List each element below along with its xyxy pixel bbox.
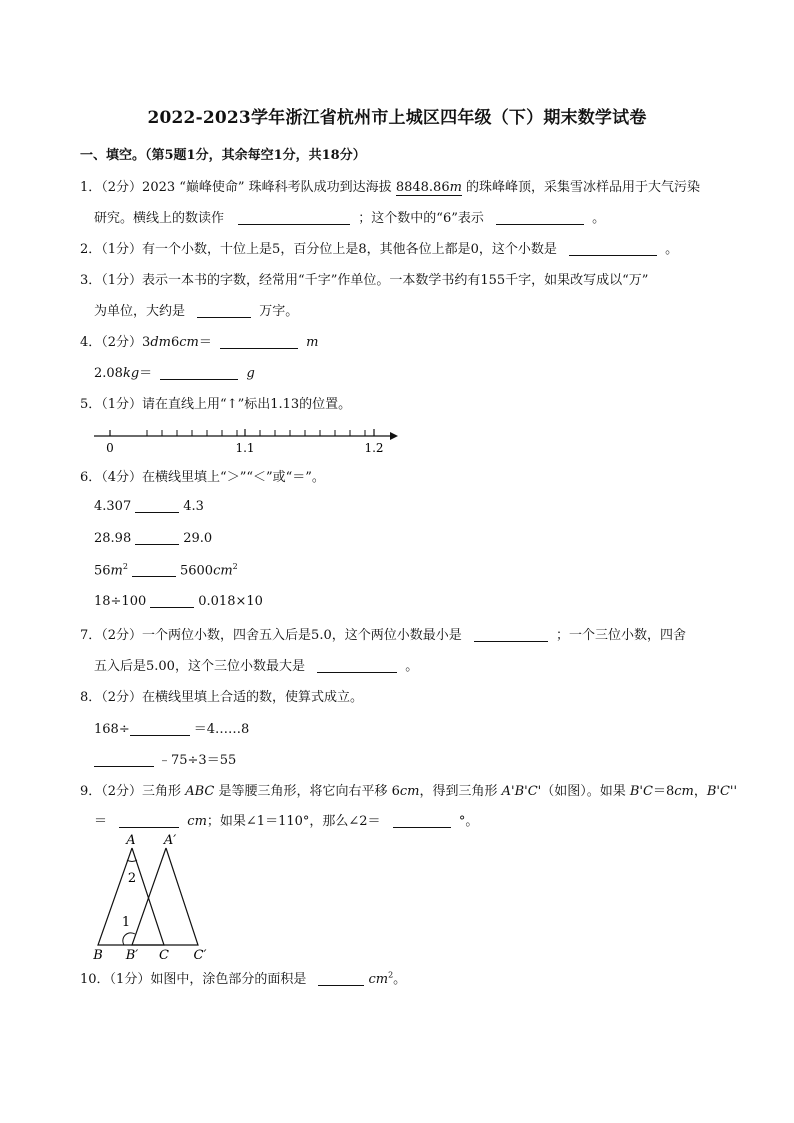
label-C-prime: C′ (193, 948, 207, 962)
section-heading: 一、填空。（第5题1分，其余每空1分，共18分） (80, 148, 366, 163)
tick-label-1-1: 1.1 (235, 441, 255, 455)
label-B-prime: B′ (125, 948, 139, 962)
q8-text: 8．（2分）在横线里填上合适的数，使算式成立。 (80, 690, 364, 705)
q9-answer-blank-2[interactable] (393, 813, 451, 828)
tick-label-0: 0 (106, 441, 114, 455)
q3-label: 为单位，大约是 (94, 304, 186, 319)
q9-answer-blank-1[interactable] (119, 813, 179, 828)
page-title: 2022-2023学年浙江省杭州市上城区四年级（下）期末数学试卷 (147, 108, 647, 128)
question-7-line-2 (94, 655, 418, 674)
question-1-line-1 (80, 176, 700, 195)
q6-row-4: 18÷100 0.018×10 (94, 594, 263, 609)
q1-read-label: 研究。横线上的数读作 (94, 211, 225, 226)
q2-answer-blank[interactable] (569, 241, 657, 256)
q8-blank-2[interactable] (94, 752, 154, 767)
q6-blank-2[interactable] (135, 530, 179, 545)
q2-end: 。 (665, 242, 679, 257)
q5-text: 5．（1分）请在直线上用“↑”标出1.13的位置。 (80, 397, 352, 412)
q1-answer-blank-1[interactable] (238, 210, 350, 225)
q6-row-1: 4.307 4.3 (94, 499, 204, 514)
q6-blank-4[interactable] (150, 593, 194, 608)
number-line[interactable] (90, 424, 400, 458)
question-8 (80, 686, 363, 705)
q7-end: 。 (405, 659, 419, 674)
q8-row-1: 168÷ ＝4……8 (94, 722, 250, 737)
label-B: B (93, 948, 103, 962)
q4-unit-g: g (246, 366, 255, 381)
q1-text: 1．（2分）2023 “巅峰使命” 珠峰科考队成功到达海拔 (80, 180, 396, 195)
question-4-line-2: 2.08kg＝ g (94, 366, 255, 381)
q6-row-3: $56m^2$ $5600cm^2$ (94, 562, 238, 579)
triangle-figure (88, 830, 218, 962)
q10-text: 10．（1分）如图中，涂色部分的面积是 (80, 972, 307, 987)
q7-text-2: 五入后是5.00，这个三位小数最大是 (94, 659, 305, 674)
label-A-prime: A′ (163, 833, 177, 848)
q2-text: 2．（1分）有一个小数，十位上是5，百分位上是8，其他各位上都是0，这个小数是 (80, 242, 557, 257)
question-7-line-1 (80, 624, 686, 643)
q6-blank-3[interactable] (132, 562, 176, 577)
q4-value: 2.08 (94, 366, 123, 381)
q4-unit-m: m (306, 335, 319, 350)
q7-text-cont: ；一个三位小数，四舍 (556, 628, 687, 643)
q3-unit: 万字。 (259, 304, 299, 319)
label-C: C (159, 948, 169, 962)
q8-row-2: ﹣75÷3＝55 (94, 749, 236, 768)
q1-text-cont: 的珠峰峰顶，采集雪冰样品用于大气污染 (461, 180, 701, 195)
question-1-line-2 (94, 207, 605, 226)
q10-answer-blank[interactable] (318, 971, 364, 986)
question-4-line-1: 4．（2分）3dm6cm＝ m (80, 335, 319, 350)
q4-answer-blank-2[interactable] (160, 365, 238, 380)
q3-answer-blank[interactable] (197, 303, 251, 318)
q1-underlined-number: 8848.86m (395, 180, 462, 195)
question-10: 10．（1分）如图中，涂色部分的面积是 $cm^2$。 (80, 970, 407, 987)
question-5 (80, 393, 351, 412)
question-3-line-1 (80, 269, 648, 288)
question-2 (80, 238, 678, 257)
q3-text: 3．（1分）表示一本书的字数，经常用“千字”作单位。一本数学书约有155千字，如果改写成以“万” (80, 273, 649, 288)
angle-1-label: 1 (121, 915, 131, 930)
q7-answer-blank-1[interactable] (474, 627, 548, 642)
q7-text: 7．（2分）一个两位小数，四舍五入后是5.0，这个两位小数最小是 (80, 628, 462, 643)
label-A: A (126, 833, 136, 848)
number-line-ticks (110, 429, 374, 436)
angle-2-label: 2 (127, 871, 137, 886)
q6-row-2: 28.98 29.0 (94, 531, 213, 546)
q1-digit-label: ；这个数中的“6”表示 (358, 211, 484, 226)
question-9-line-2: ＝ cm；如果∠1＝110°，那么∠2＝ °。 (94, 814, 479, 829)
q6-blank-1[interactable] (135, 498, 179, 513)
q8-blank-1[interactable] (130, 721, 190, 736)
question-9-line-1: 9．（2分）三角形 ABC 是等腰三角形，将它向右平移 6cm，得到三角形 A'B'C'（如图）。如果 B'C＝8cm，B'C'' (80, 784, 738, 799)
q1-end: 。 (592, 211, 606, 226)
q4-answer-blank-1[interactable] (220, 334, 298, 349)
tick-label-1-2: 1.2 (364, 441, 384, 455)
q7-answer-blank-2[interactable] (317, 658, 397, 673)
q6-text: 6．（4分）在横线里填上“＞”“＜”或“＝”。 (80, 470, 325, 485)
q1-answer-blank-2[interactable] (496, 210, 584, 225)
question-3-line-2 (94, 300, 298, 319)
q4-text: 4．（2分）3 (80, 335, 151, 350)
question-6 (80, 466, 325, 485)
